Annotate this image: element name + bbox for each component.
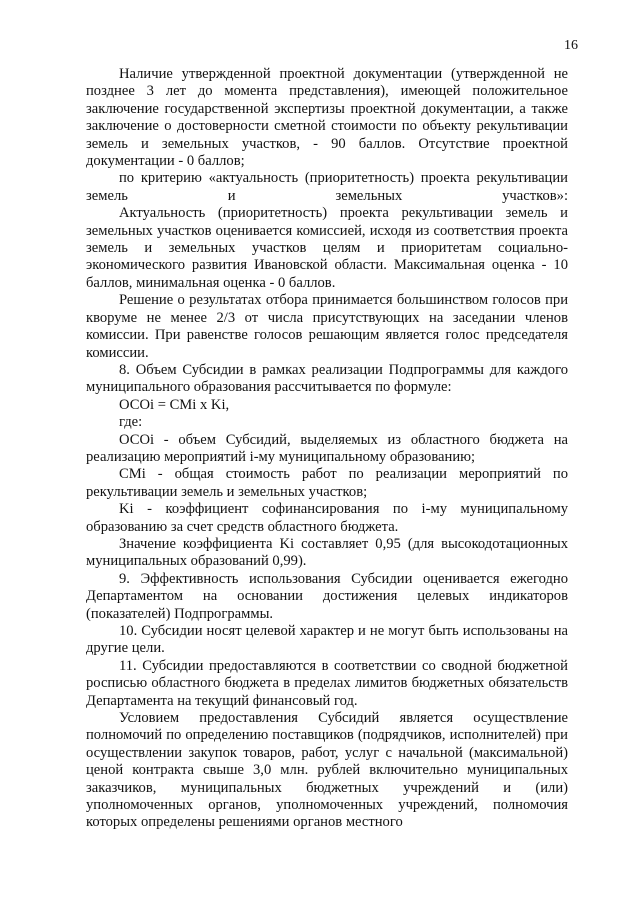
- paragraph: СМi - общая стоимость работ по реализации мероприятий по рекультивации земель и земельных участков;: [86, 466, 568, 500]
- paragraph: по критерию «актуальность (приоритетность) проекта рекультивации земель и земельных участков»:: [86, 170, 568, 204]
- page-number: 16: [564, 38, 578, 53]
- paragraph: 8. Объем Субсидии в рамках реализации Подпрограммы для каждого муниципального образования рассчитывается по формуле:: [86, 361, 568, 396]
- paragraph: Значение коэффициента Ki составляет 0,95 (для высокодотационных муниципальных образований 0,99).: [86, 535, 568, 570]
- paragraph: Актуальность (приоритетность) проекта рекультивации земель и земельных участков оценивается комиссией, исходя из соответствия проекта земель и земельных участков целям и приоритетам социально-экономического развития Ивановской области. Максимальная оценка - 10 баллов, минимальная оценка - 0 баллов.: [86, 205, 568, 291]
- paragraph: ОСОi - объем Субсидий, выделяемых из областного бюджета на реализацию мероприятий i-му муниципальному образованию;: [86, 431, 568, 465]
- paragraph: 10. Субсидии носят целевой характер и не могут быть использованы на другие цели.: [86, 623, 568, 657]
- paragraph: 11. Субсидии предоставляются в соответствии со сводной бюджетной росписью областного бюджета в пределах лимитов бюджетных обязательств Департамента на текущий финансовый год.: [86, 657, 568, 709]
- paragraph: 9. Эффективность использования Субсидии оценивается ежегодно Департаментом на основании достижения целевых индикаторов (показателей) Подпрограммы.: [86, 570, 568, 622]
- paragraph: Условием предоставления Субсидий является осуществление полномочий по определению поставщиков (подрядчиков, исполнителей) при осуществлении закупок товаров, работ, услуг с начальной (максимальной) ценой контракта свыше 3,0 млн. рублей включительно муниципальных заказчиков, муниципальных бюджетных учреждений и (или) уполномоченных органов, уполномоченных учреждений, полномочия которых определены решениями органов местного: [86, 710, 568, 831]
- paragraph: Наличие утвержденной проектной документации (утвержденной не позднее 3 лет до момента представления), имеющей положительное заключение государственной экспертизы проектной документации, а также заключение о достоверности сметной стоимости по объекту рекультивации земель и земельных участков, - 90 баллов. Отсутствие проектной документации - 0 баллов;: [86, 66, 568, 170]
- paragraph: Решение о результатах отбора принимается большинством голосов при кворуме не менее 2/3 от числа присутствующих на заседании членов комиссии. При равенстве голосов решающим является голос председателя комиссии.: [86, 292, 568, 361]
- paragraph: где:: [119, 414, 143, 431]
- formula: ОСОi = СМi x Ki,: [119, 396, 230, 413]
- paragraph: Ki - коэффициент софинансирования по i-му муниципальному образованию за счет средств областного бюджета.: [86, 501, 568, 535]
- document-body: [86, 66, 568, 832]
